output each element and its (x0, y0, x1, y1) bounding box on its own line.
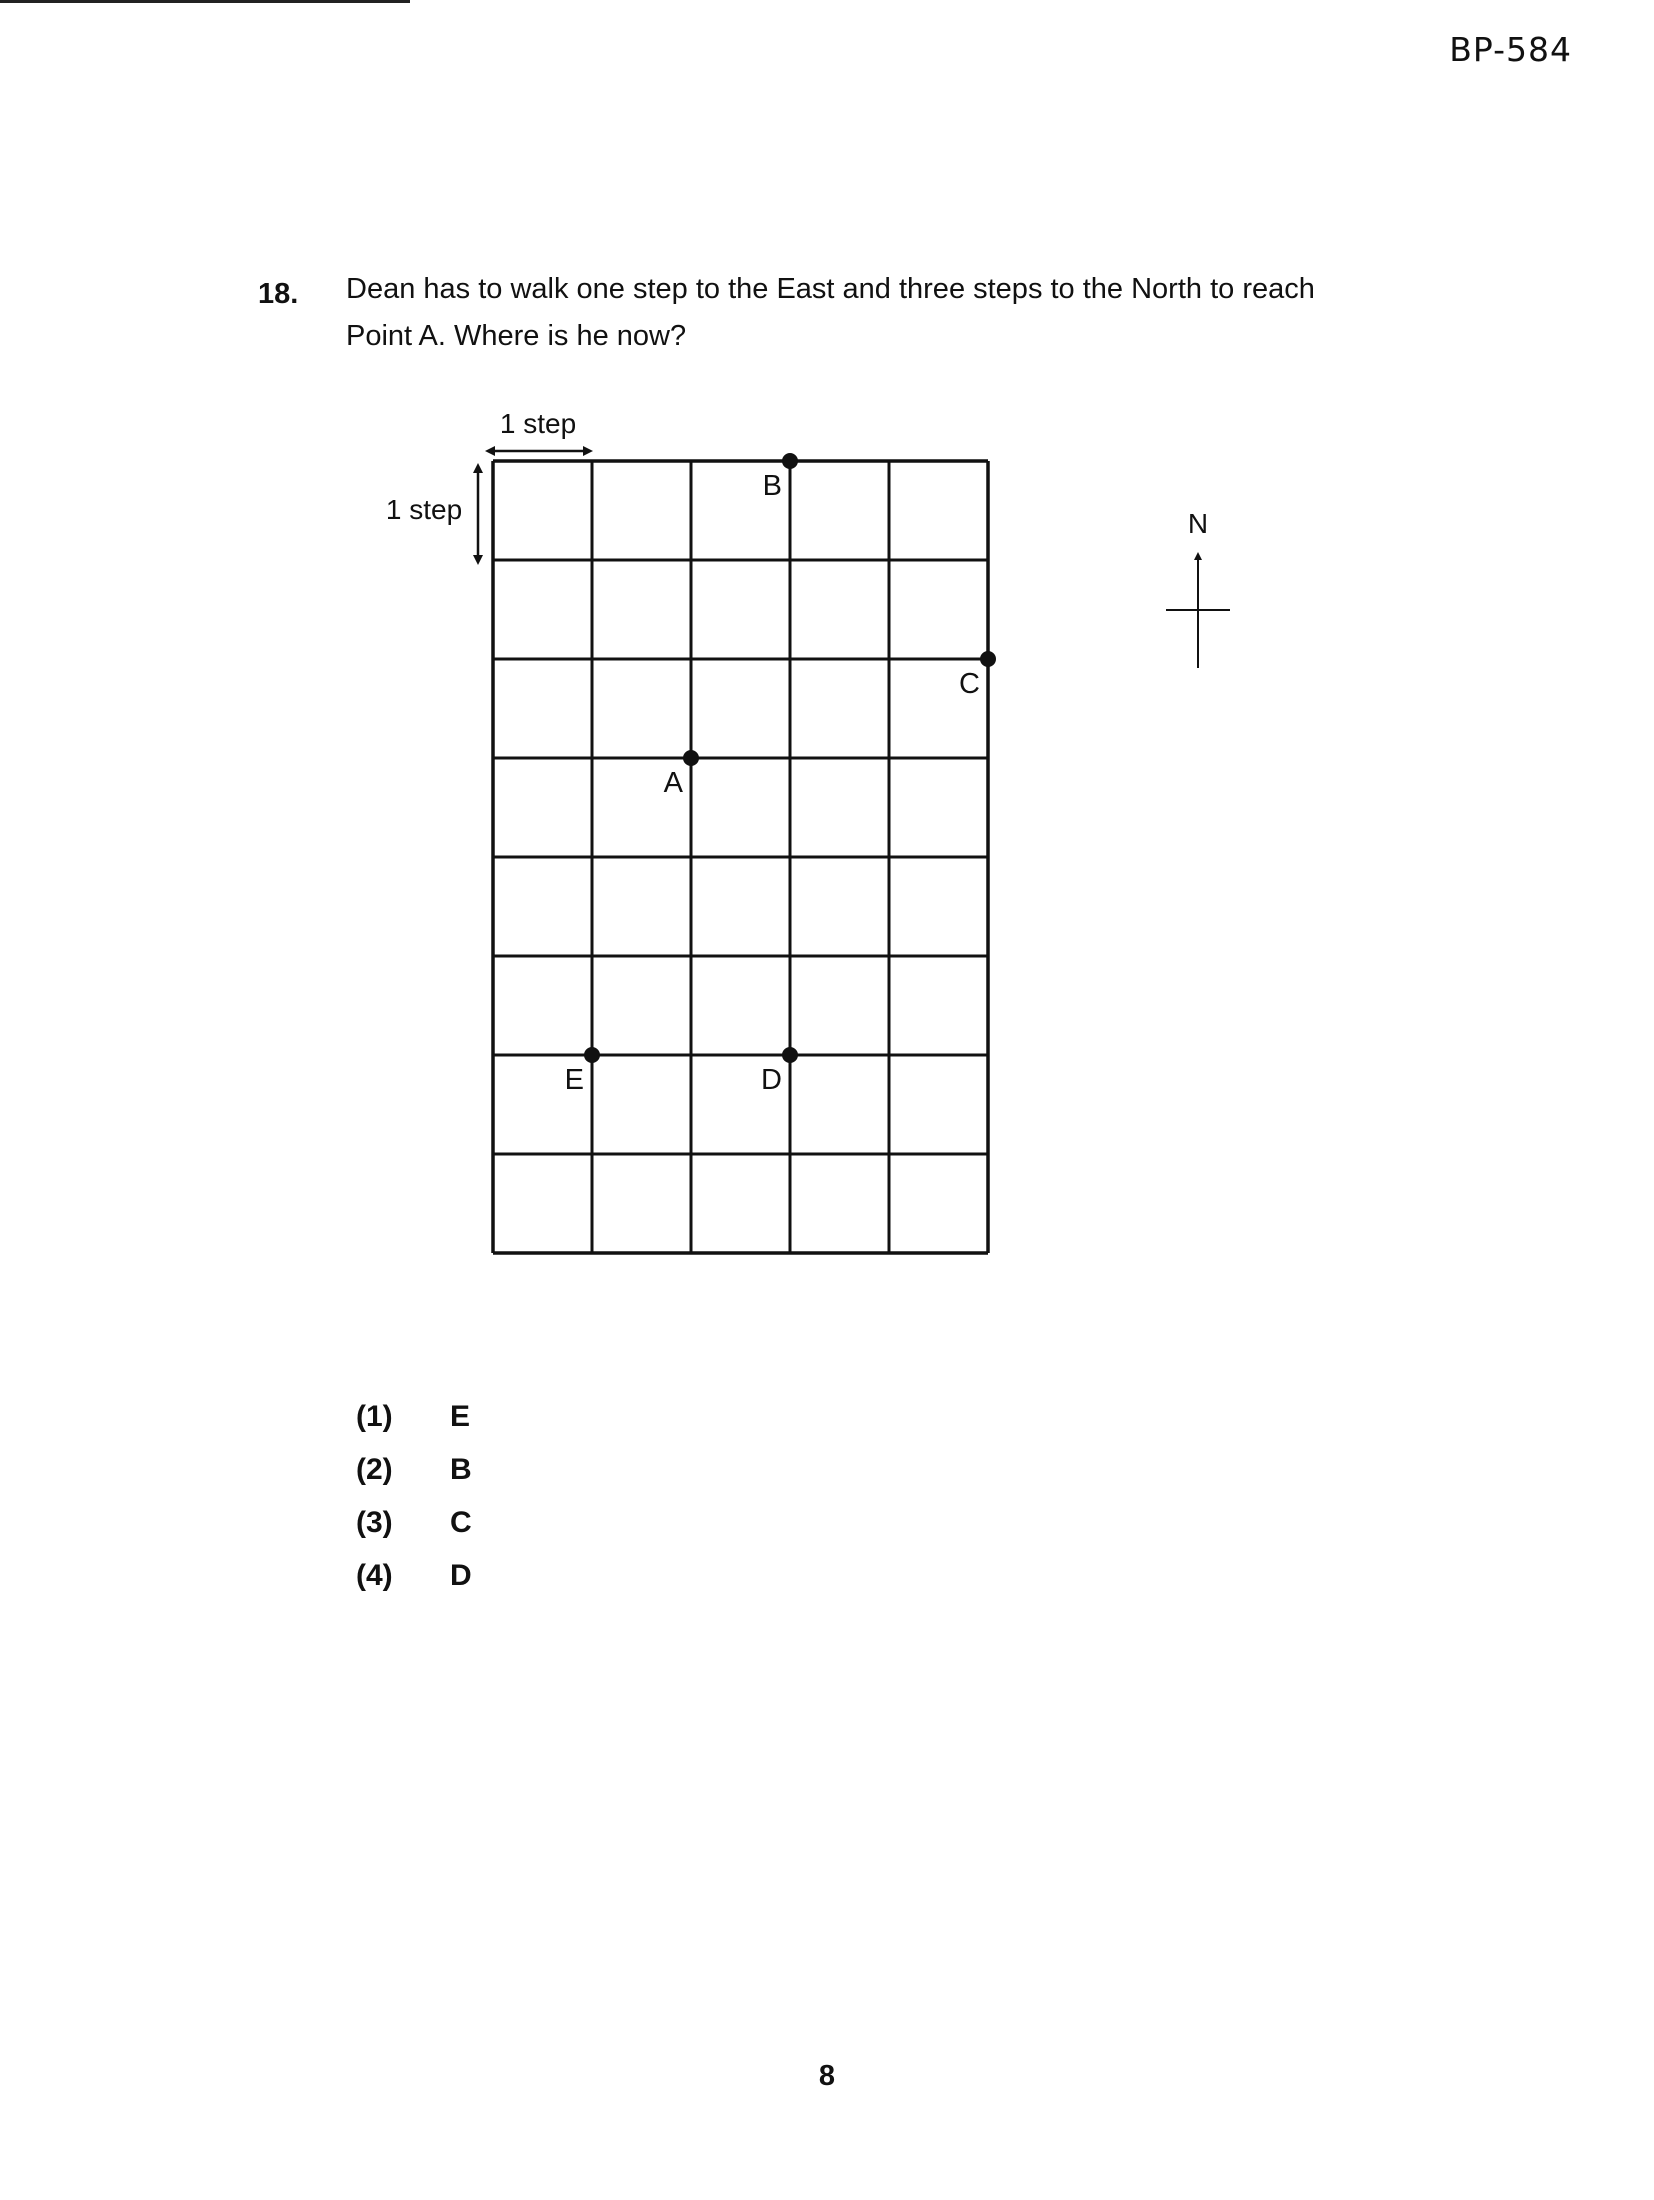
question-text: Dean has to walk one step to the East and three steps to the North to reach Point A. Where is he now? (346, 273, 1315, 352)
option-4-number: (4) (356, 1558, 393, 1592)
step-label-horizontal: 1 step (499, 408, 577, 439)
point-d-marker (782, 1047, 798, 1063)
answer-options (356, 1390, 472, 1602)
option-1[interactable] (356, 1390, 472, 1443)
point-e-label: E (564, 1064, 584, 1096)
option-1-value: E (450, 1399, 471, 1433)
point-b-marker (782, 453, 798, 469)
option-1-number: (1) (356, 1399, 393, 1433)
option-4[interactable] (356, 1549, 472, 1602)
page-number: 8 (818, 2060, 836, 2092)
question-number: 18. (258, 278, 299, 310)
document-code: BP-584 (1449, 30, 1572, 69)
grid-points (565, 453, 996, 1096)
option-4-value: D (450, 1558, 472, 1592)
point-a-label: A (663, 767, 683, 799)
option-3-number: (3) (356, 1505, 393, 1539)
point-e-marker (584, 1047, 600, 1063)
point-c-marker (980, 651, 996, 667)
compass-north-label: N (1187, 508, 1209, 539)
option-2[interactable] (356, 1443, 472, 1496)
point-b-label: B (762, 470, 782, 502)
step-label-vertical: 1 step (385, 494, 463, 525)
option-3[interactable] (356, 1496, 472, 1549)
option-3-value: C (450, 1505, 472, 1539)
point-a-marker (683, 750, 699, 766)
point-d-label: D (761, 1064, 782, 1096)
option-2-value: B (450, 1452, 472, 1486)
option-2-number: (2) (356, 1452, 393, 1486)
grid-lines (493, 461, 988, 1253)
point-c-label: C (959, 668, 980, 700)
